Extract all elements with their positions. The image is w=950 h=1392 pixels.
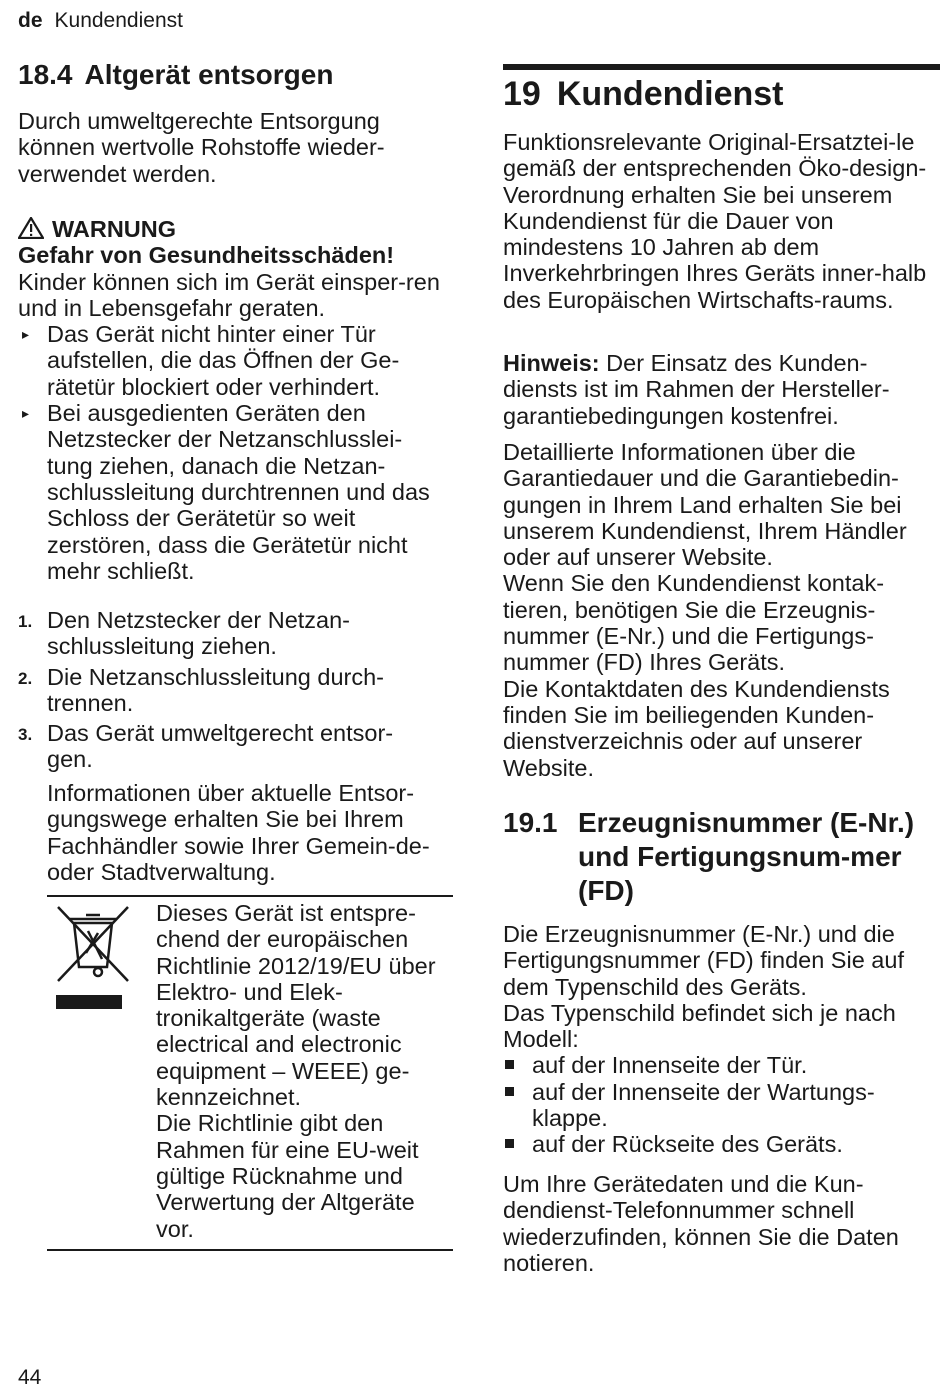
arrow-bullet-icon: ▸ — [22, 326, 30, 343]
hint-text: Der Einsatz des Kunden-diensts ist im Rahmen der Hersteller-garantiebedingungen kostenfrei. — [503, 350, 890, 429]
note-data-paragraph: Um Ihre Gerätedaten und die Kun-dendienst-Telefonnummer schnell wiederzufinden, können Sie die Daten notieren. — [503, 1171, 899, 1276]
page-header — [18, 9, 183, 33]
warning-label-row — [18, 216, 458, 242]
warning-label: WARNUNG — [52, 216, 177, 242]
rating-plate-locations — [503, 1052, 903, 1157]
section-title: Altgerät entsorgen — [84, 59, 334, 90]
chapter-rule — [503, 64, 940, 70]
list-item: 1. Den Netzstecker der Netzan-schlussleitung ziehen. — [18, 607, 351, 660]
list-item: ▸ Bei ausgedienten Geräten den Netzstecker der Netzanschlusslei-tung ziehen, danach die Netzan-schlussleitung durchtrennen und das Schloss der Gerätetür so weit zerstören, dass die Gerätetür nicht mehr schließt. — [22, 400, 430, 584]
list-item: 3. Das Gerät umweltgerecht entsor-gen. — [18, 720, 394, 773]
weee-notice — [47, 895, 453, 1251]
chapter-number: 19 — [503, 75, 541, 113]
warranty-block — [503, 439, 937, 781]
arrow-bullet-icon: ▸ — [22, 405, 30, 422]
square-bullet-icon — [505, 1060, 514, 1069]
weee-framework-text: Die Richtlinie gibt den Rahmen für eine EU-weit gültige Rücknahme und Verwertung der Altgeräte vor. — [156, 1110, 419, 1242]
section-number: 18.4 — [18, 59, 73, 90]
warning-triangle-icon — [18, 217, 44, 239]
disposal-intro: Durch umweltgerechte Entsorgung können wertvolle Rohstoffe wieder-verwendet werden. — [18, 108, 385, 187]
warranty-paragraph: Detaillierte Informationen über die Garantiedauer und die Garantiebedin-gungen in Ihrem Land erhalten Sie bei unserem Kundendienst, Ihrem Händler oder auf unserer Website. — [503, 439, 907, 571]
weee-directive-text: Dieses Gerät ist entspre-chend der europäischen Richtlinie 2012/19/EU über Elektro- und Elek-tronikaltgeräte (waste electrical and electronic equipment – WEEE) ge-kennzeichnet. — [156, 900, 436, 1111]
section-title: Erzeugnisnummer (E-Nr.) und Fertigungsnum-mer (FD) — [578, 807, 915, 906]
list-item: ▸ Das Gerät nicht hinter einer Tür aufstellen, die das Öffnen der Ge-rätetür blockiert oder verhindert. — [22, 321, 400, 400]
disposal-steps — [18, 607, 428, 777]
warning-block — [18, 216, 458, 584]
disposal-info: Informationen über aktuelle Entsor-gungswege erhalten Sie bei Ihrem Fachhändler sowie Ihrer Gemein-de- oder Stadtverwaltung. — [47, 780, 430, 885]
crossed-out-wheelie-bin-icon — [52, 903, 134, 1013]
square-bullet-icon — [505, 1139, 514, 1148]
square-bullet-icon — [505, 1087, 514, 1096]
chapter-title: Kundendienst — [556, 75, 784, 113]
header-section: Kundendienst — [54, 9, 183, 32]
list-item: auf der Innenseite der Wartungs-klappe. — [503, 1079, 903, 1132]
warning-instructions — [18, 321, 438, 584]
warning-text: Kinder können sich im Gerät einsper-ren und in Lebensgefahr geraten. — [18, 268, 440, 321]
rating-plate-block — [503, 921, 937, 1158]
section-heading-19-1 — [503, 806, 940, 908]
rating-plate-paragraph: Das Typenschild befindet sich je nach Modell: — [503, 999, 896, 1053]
warning-headline: Gefahr von Gesundheitsschäden! — [18, 242, 395, 269]
hint-paragraph — [503, 350, 933, 429]
contact-requirements-paragraph: Wenn Sie den Kundendienst kontak-tieren, benötigen Sie die Erzeugnis-nummer (E-Nr.) und die Fertigungs-nummer (FD) Ihres Geräts. — [503, 570, 885, 676]
page-number: 44 — [18, 1366, 42, 1389]
language-code: de — [18, 9, 43, 32]
numbers-location-paragraph: Die Erzeugnisnummer (E-Nr.) und die Fertigungsnummer (FD) finden Sie auf dem Typenschild des Geräts. — [503, 921, 904, 1000]
weee-text — [156, 900, 453, 1242]
chapter-heading-19 — [503, 74, 784, 114]
section-heading-18-4 — [18, 58, 333, 92]
contact-data-paragraph: Die Kontaktdaten des Kundendiensts finden Sie im beiliegenden Kunden-dienstverzeichnis oder auf unserer Website. — [503, 675, 890, 781]
list-item: auf der Rückseite des Geräts. — [503, 1131, 903, 1157]
spare-parts-paragraph: Funktionsrelevante Original-Ersatztei-le gemäß der entsprechenden Öko-design-Verordnung erhalten Sie bei unserem Kundendienst für die Dauer von mindestens 10 Jahren ab dem Inverkehrbringen Ihres Geräts inner-halb des Europäischen Wirtschafts-raums. — [503, 129, 927, 313]
section-number: 19.1 — [503, 807, 558, 838]
list-item: auf der Innenseite der Tür. — [503, 1052, 903, 1078]
hint-label: Hinweis: — [503, 350, 600, 376]
list-item: 2. Die Netzanschlussleitung durch-trennen. — [18, 663, 384, 716]
